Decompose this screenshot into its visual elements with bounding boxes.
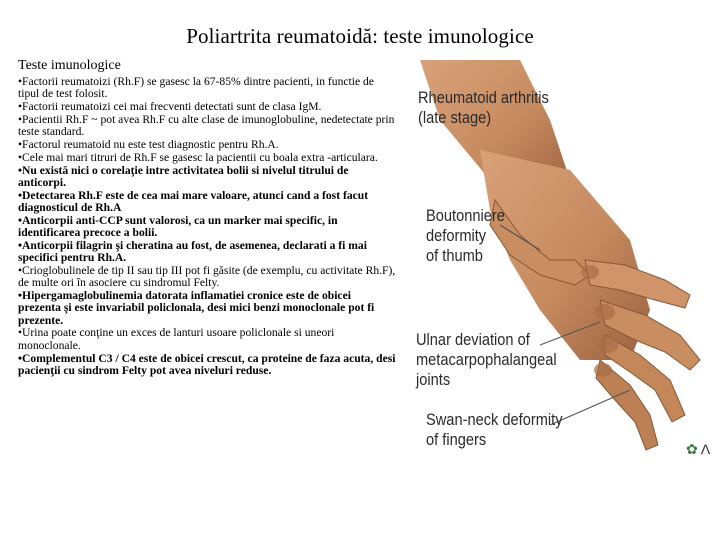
section-subtitle: Teste imunologice bbox=[18, 58, 121, 73]
label-boutonniere-deformity: Boutonniere deformity of thumb bbox=[426, 206, 505, 265]
hand-illustration bbox=[400, 60, 720, 480]
bullet-item: •Factorul reumatoid nu este test diagnostic pentru Rh.A. bbox=[18, 137, 279, 151]
label-ulnar-deviation: Ulnar deviation of metacarpophalangeal joints bbox=[416, 330, 557, 389]
bullet-item: •Anticorpii filagrin şi cheratina au fost, de asemenea, declarati a fi mai specifici pentru Rh.A. bbox=[18, 238, 367, 265]
bullet-item: •Crioglobulinele de tip II sau tip III pot fi găsite (de exemplu, cu activitate Rh.F), de multe ori în asociere cu sindromul Felty. bbox=[18, 263, 396, 290]
bullet-item: •Anticorpii anti-CCP sunt valorosi, ca un marker mai specific, in identificarea precoce a bolii. bbox=[18, 213, 338, 240]
bullet-item: •Pacientii Rh.F ~ pot avea Rh.F cu alte clase de imunoglobuline, nedetectate prin teste standard. bbox=[18, 112, 395, 139]
bullet-item: •Urina poate conţine un exces de lanturi usoare policlonale si uneori monoclonale. bbox=[18, 326, 335, 352]
logo-mark-icon: ✿ bbox=[686, 441, 698, 457]
logo-text: Λ bbox=[700, 441, 711, 457]
bullet-item: •Cele mai mari titruri de Rh.F se gasesc la pacientii cu boala extra -articulara. bbox=[18, 150, 378, 164]
slide-title: Poliartrita reumatoidă: teste imunologice bbox=[186, 24, 534, 49]
bullet-item: •Factorii reumatoizi cei mai frecventi detectati sunt de clasa IgM. bbox=[18, 100, 322, 114]
bullet-item: •Complementul C3 / C4 este de obicei crescut, ca proteine de faza acuta, desi pacienţii cu sindrom Felty pot avea niveluri reduse. bbox=[18, 351, 396, 377]
label-rheumatoid-arthritis: Rheumatoid arthritis (late stage) bbox=[418, 88, 549, 127]
bullet-item: •Nu există nici o corelaţie intre activitatea bolii si nivelul titrului de anticorpi. bbox=[18, 163, 349, 189]
publisher-logo bbox=[686, 441, 710, 458]
bullet-item: •Factorii reumatoizi (Rh.F) se gasesc la 67-85% dintre pacienti, in functie de tipul de test folosit. bbox=[18, 75, 374, 101]
bullet-list bbox=[18, 76, 396, 378]
label-swan-neck-deformity: Swan-neck deformity of fingers bbox=[426, 410, 563, 449]
bullet-item: •Detectarea Rh.F este de cea mai mare valoare, atunci cand a fost facut diagnosticul de Rh.A bbox=[18, 188, 369, 214]
bullet-item: •Hipergamaglobulinemia datorata inflamatiei cronice este de obicei prezenta şi este invariabil policlonala, desi mici benzi monoclonale pot fi prezente. bbox=[18, 289, 375, 327]
